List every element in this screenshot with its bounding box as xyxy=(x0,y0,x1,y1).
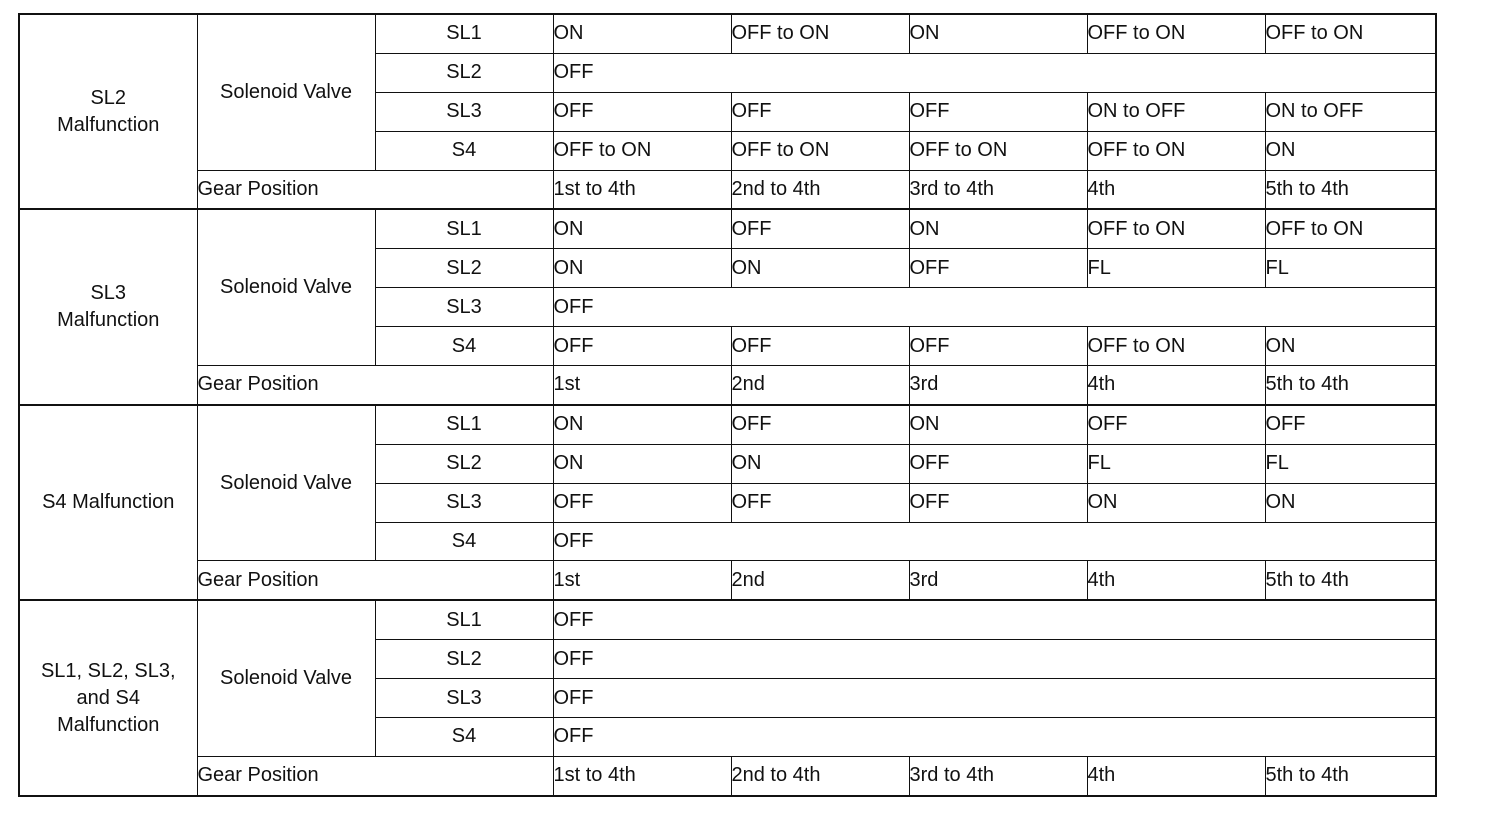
gear-position-cell: 4th xyxy=(1087,170,1265,209)
solenoid-state-cell: OFF xyxy=(553,53,1436,92)
solenoid-state-cell: ON xyxy=(1265,483,1436,522)
solenoid-state-cell: OFF xyxy=(731,92,909,131)
solenoid-state-cell: FL xyxy=(1087,249,1265,288)
solenoid-state-cell: OFF to ON xyxy=(1265,14,1436,53)
gear-position-cell: 1st to 4th xyxy=(553,756,731,795)
malfunction-gear-table xyxy=(18,13,1437,797)
solenoid-name: SL1 xyxy=(375,600,553,639)
solenoid-state-cell: ON xyxy=(553,249,731,288)
gear-position-cell: 5th to 4th xyxy=(1265,561,1436,600)
solenoid-state-cell: OFF xyxy=(731,483,909,522)
gear-position-cell: 1st xyxy=(553,366,731,405)
malfunction-label-line: and S4 xyxy=(76,686,140,709)
solenoid-state-cell: OFF xyxy=(909,327,1087,366)
solenoid-state-cell: OFF xyxy=(909,92,1087,131)
gear-position-row xyxy=(19,170,1436,209)
solenoid-state-cell: OFF xyxy=(553,483,731,522)
gear-position-cell: 3rd to 4th xyxy=(909,170,1087,209)
solenoid-state-cell: OFF to ON xyxy=(1087,209,1265,248)
gear-position-cell: 4th xyxy=(1087,756,1265,795)
gear-position-cell: 1st xyxy=(553,561,731,600)
malfunction-label xyxy=(19,600,197,795)
gear-position-cell: 4th xyxy=(1087,561,1265,600)
solenoid-state-cell: ON xyxy=(909,209,1087,248)
gear-position-row xyxy=(19,561,1436,600)
solenoid-state-cell: OFF xyxy=(553,288,1436,327)
gear-position-label: Gear Position xyxy=(197,366,553,405)
solenoid-state-cell: OFF xyxy=(553,640,1436,679)
solenoid-state-cell: FL xyxy=(1265,444,1436,483)
solenoid-state-cell: ON xyxy=(909,14,1087,53)
gear-position-cell: 2nd xyxy=(731,561,909,600)
table-row xyxy=(19,14,1436,53)
solenoid-name: SL2 xyxy=(375,444,553,483)
gear-position-cell: 4th xyxy=(1087,366,1265,405)
malfunction-label-line: Malfunction xyxy=(57,713,160,736)
solenoid-state-cell: OFF to ON xyxy=(1087,14,1265,53)
table-row xyxy=(19,405,1436,444)
solenoid-name: SL2 xyxy=(375,53,553,92)
malfunction-label-line: S4 Malfunction xyxy=(42,491,175,514)
solenoid-state-cell: ON xyxy=(1087,483,1265,522)
solenoid-state-cell: OFF xyxy=(1087,405,1265,444)
solenoid-state-cell: OFF xyxy=(731,327,909,366)
solenoid-state-cell: ON to OFF xyxy=(1087,92,1265,131)
table-row xyxy=(19,209,1436,248)
solenoid-state-cell: OFF xyxy=(553,679,1436,718)
solenoid-state-cell: FL xyxy=(1087,444,1265,483)
solenoid-name: S4 xyxy=(375,131,553,170)
malfunction-label xyxy=(19,209,197,404)
solenoid-state-cell: OFF xyxy=(731,405,909,444)
solenoid-state-cell: OFF xyxy=(553,92,731,131)
solenoid-state-cell: OFF xyxy=(553,327,731,366)
gear-position-cell: 5th to 4th xyxy=(1265,756,1436,795)
solenoid-state-cell: ON xyxy=(553,444,731,483)
malfunction-label xyxy=(19,14,197,209)
solenoid-valve-label: Solenoid Valve xyxy=(197,14,375,170)
malfunction-label-line: Malfunction xyxy=(57,309,160,332)
solenoid-name: SL1 xyxy=(375,405,553,444)
solenoid-name: SL1 xyxy=(375,14,553,53)
solenoid-state-cell: ON xyxy=(1265,327,1436,366)
solenoid-state-cell: FL xyxy=(1265,249,1436,288)
gear-position-row xyxy=(19,366,1436,405)
solenoid-state-cell: ON xyxy=(553,405,731,444)
malfunction-label-line: SL1, SL2, SL3, xyxy=(40,659,176,682)
solenoid-name: S4 xyxy=(375,522,553,561)
gear-position-cell: 5th to 4th xyxy=(1265,366,1436,405)
solenoid-state-cell: OFF to ON xyxy=(1265,209,1436,248)
solenoid-state-cell: ON xyxy=(909,405,1087,444)
solenoid-name: SL1 xyxy=(375,209,553,248)
solenoid-state-cell: OFF to ON xyxy=(731,131,909,170)
solenoid-name: SL2 xyxy=(375,249,553,288)
solenoid-state-cell: OFF xyxy=(553,600,1436,639)
solenoid-state-cell: OFF to ON xyxy=(1087,131,1265,170)
malfunction-label-line: SL2 xyxy=(90,86,127,109)
solenoid-valve-label: Solenoid Valve xyxy=(197,405,375,561)
gear-position-cell: 2nd to 4th xyxy=(731,170,909,209)
gear-position-row xyxy=(19,756,1436,795)
solenoid-state-cell: OFF xyxy=(553,522,1436,561)
solenoid-state-cell: OFF xyxy=(553,718,1436,757)
solenoid-valve-label: Solenoid Valve xyxy=(197,600,375,756)
solenoid-name: SL3 xyxy=(375,679,553,718)
table-row xyxy=(19,600,1436,639)
solenoid-state-cell: OFF to ON xyxy=(731,14,909,53)
gear-position-cell: 3rd xyxy=(909,366,1087,405)
solenoid-valve-label: Solenoid Valve xyxy=(197,209,375,365)
gear-position-label: Gear Position xyxy=(197,561,553,600)
gear-position-cell: 3rd to 4th xyxy=(909,756,1087,795)
solenoid-state-cell: OFF to ON xyxy=(1087,327,1265,366)
gear-position-label: Gear Position xyxy=(197,170,553,209)
gear-position-cell: 2nd to 4th xyxy=(731,756,909,795)
gear-position-cell: 2nd xyxy=(731,366,909,405)
gear-position-label: Gear Position xyxy=(197,756,553,795)
solenoid-state-cell: OFF to ON xyxy=(909,131,1087,170)
malfunction-label-line: Malfunction xyxy=(57,113,160,136)
solenoid-state-cell: ON to OFF xyxy=(1265,92,1436,131)
solenoid-name: SL3 xyxy=(375,288,553,327)
solenoid-state-cell: OFF xyxy=(909,249,1087,288)
solenoid-state-cell: ON xyxy=(553,14,731,53)
solenoid-state-cell: ON xyxy=(553,209,731,248)
solenoid-state-cell: OFF to ON xyxy=(553,131,731,170)
malfunction-label-line: SL3 xyxy=(90,282,127,305)
solenoid-name: S4 xyxy=(375,327,553,366)
table-body xyxy=(19,14,1436,796)
solenoid-state-cell: OFF xyxy=(909,444,1087,483)
solenoid-state-cell: ON xyxy=(1265,131,1436,170)
solenoid-name: S4 xyxy=(375,718,553,757)
malfunction-label xyxy=(19,405,197,600)
solenoid-state-cell: OFF xyxy=(909,483,1087,522)
solenoid-state-cell: ON xyxy=(731,249,909,288)
gear-position-cell: 1st to 4th xyxy=(553,170,731,209)
gear-position-cell: 5th to 4th xyxy=(1265,170,1436,209)
solenoid-state-cell: OFF xyxy=(1265,405,1436,444)
solenoid-name: SL2 xyxy=(375,640,553,679)
solenoid-state-cell: ON xyxy=(731,444,909,483)
gear-position-cell: 3rd xyxy=(909,561,1087,600)
solenoid-name: SL3 xyxy=(375,92,553,131)
solenoid-name: SL3 xyxy=(375,483,553,522)
solenoid-state-cell: OFF xyxy=(731,209,909,248)
